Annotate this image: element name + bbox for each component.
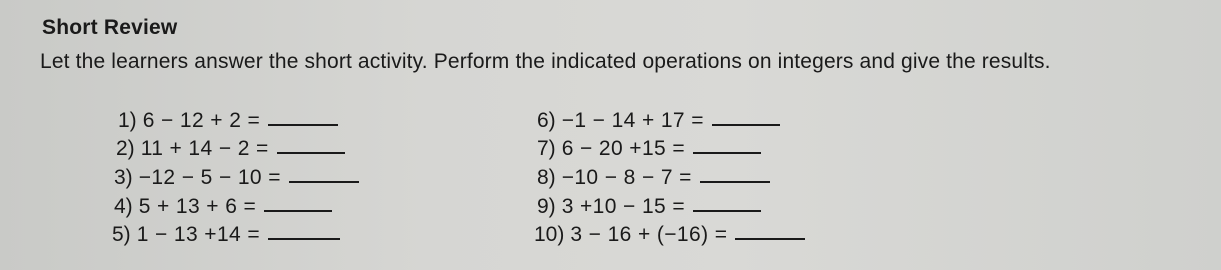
- problem-item: [537, 109, 780, 133]
- answer-blank[interactable]: [735, 237, 805, 240]
- answer-blank[interactable]: [264, 209, 332, 212]
- problem-item: [114, 166, 359, 190]
- answer-blank[interactable]: [693, 151, 761, 154]
- problem-number: 10): [534, 223, 565, 246]
- problem-number: 4): [114, 195, 133, 218]
- problem-number: 9): [537, 195, 556, 218]
- problem-expression: 3 +10 − 15 =: [561, 195, 686, 218]
- answer-blank[interactable]: [712, 123, 780, 126]
- problem-expression: 5 + 13 + 6 =: [138, 195, 257, 218]
- answer-blank[interactable]: [268, 123, 338, 126]
- problem-expression: 6 − 20 +15 =: [561, 137, 686, 160]
- problem-expression: −10 − 8 − 7 =: [561, 166, 692, 189]
- problem-number: 7): [537, 137, 556, 160]
- problem-number: 1): [118, 109, 137, 132]
- problem-expression: 11 + 14 − 2 =: [140, 137, 269, 160]
- section-heading: Short Review: [42, 16, 178, 39]
- answer-blank[interactable]: [277, 151, 345, 154]
- problem-item: [537, 166, 770, 190]
- problem-number: 8): [537, 166, 556, 189]
- problem-number: 3): [114, 166, 133, 189]
- problem-item: [118, 109, 338, 133]
- problem-expression: 6 − 12 + 2 =: [142, 109, 261, 132]
- answer-blank[interactable]: [268, 237, 340, 240]
- problem-expression: −12 − 5 − 10 =: [138, 166, 281, 189]
- problem-item: [537, 195, 761, 219]
- problem-item: [537, 137, 761, 161]
- answer-blank[interactable]: [693, 209, 761, 212]
- problem-expression: −1 − 14 + 17 =: [561, 109, 704, 132]
- answer-blank[interactable]: [289, 180, 359, 183]
- instruction-text: Let the learners answer the short activity. Perform the indicated operations on integers and give the results.: [40, 50, 1051, 73]
- problem-item: [112, 223, 340, 247]
- problem-item: [534, 223, 805, 247]
- problem-number: 2): [116, 137, 135, 160]
- problem-expression: 3 − 16 + (−16) =: [570, 223, 728, 246]
- answer-blank[interactable]: [700, 180, 770, 183]
- problem-item: [114, 195, 332, 219]
- problem-number: 5): [112, 223, 131, 246]
- problem-expression: 1 − 13 +14 =: [136, 223, 261, 246]
- problem-item: [116, 137, 345, 161]
- problem-number: 6): [537, 109, 556, 132]
